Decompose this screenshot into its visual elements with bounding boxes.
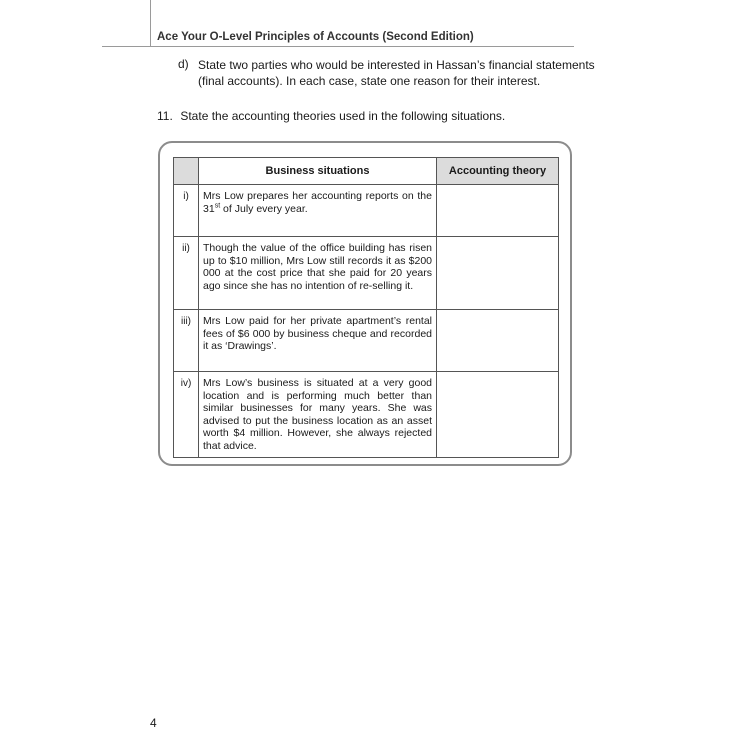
- header-number-cell: [174, 158, 199, 185]
- question-d-label: d): [178, 57, 189, 71]
- table-row: [174, 237, 559, 310]
- row-number: i): [174, 185, 199, 237]
- row-number: iii): [174, 310, 199, 372]
- page-number: 4: [150, 716, 157, 730]
- table-row: [174, 372, 559, 458]
- table-row: [174, 185, 559, 237]
- accounting-theory-table: [173, 157, 559, 458]
- question-d-line-2: (final accounts). In each case, state one reason for their interest.: [198, 74, 541, 88]
- header-vertical-rule: [150, 0, 151, 47]
- question-11-number: 11.: [157, 109, 173, 123]
- ordinal-suffix: st: [214, 202, 221, 209]
- situation-text: Mrs Low’s business is situated at a very good location and is performing much better than similar businesses for many years. She was advised to put the business location as an asset worth $4 million. However, she always rejected that advice.: [199, 372, 437, 458]
- accounting-theory-answer-cell[interactable]: [437, 185, 559, 237]
- header-accounting-theory: Accounting theory: [437, 158, 559, 185]
- header-business-situations: Business situations: [199, 158, 437, 185]
- question-d-line-1: State two parties who would be interested in Hassan’s financial statements: [198, 58, 595, 72]
- accounting-theory-answer-cell[interactable]: [437, 372, 559, 458]
- situation-text-part: of July every year.: [220, 202, 308, 215]
- question-11-text: State the accounting theories used in the following situations.: [180, 109, 506, 123]
- table-row: [174, 310, 559, 372]
- situation-text: Mrs Low paid for her private apartment’s rental fees of $6 000 by business cheque and recorded it as ‘Drawings’.: [199, 310, 437, 372]
- row-number: iv): [174, 372, 199, 458]
- row-number: ii): [174, 237, 199, 310]
- header-horizontal-rule: [102, 46, 574, 47]
- question-11: [157, 109, 505, 123]
- situation-text: Though the value of the office building has risen up to $10 million, Mrs Low still records it as $200 000 at the cost price that she paid for 20 years ago since she has no intention of re-selling it.: [199, 237, 437, 310]
- situation-text: [199, 185, 437, 237]
- table-header-row: [174, 158, 559, 185]
- accounting-theory-answer-cell[interactable]: [437, 310, 559, 372]
- situation-text-part: Mrs Low prepares her accounting reports on the 31: [203, 190, 432, 215]
- book-title: Ace Your O-Level Principles of Accounts (Second Edition): [157, 31, 474, 43]
- accounting-theory-answer-cell[interactable]: [437, 237, 559, 310]
